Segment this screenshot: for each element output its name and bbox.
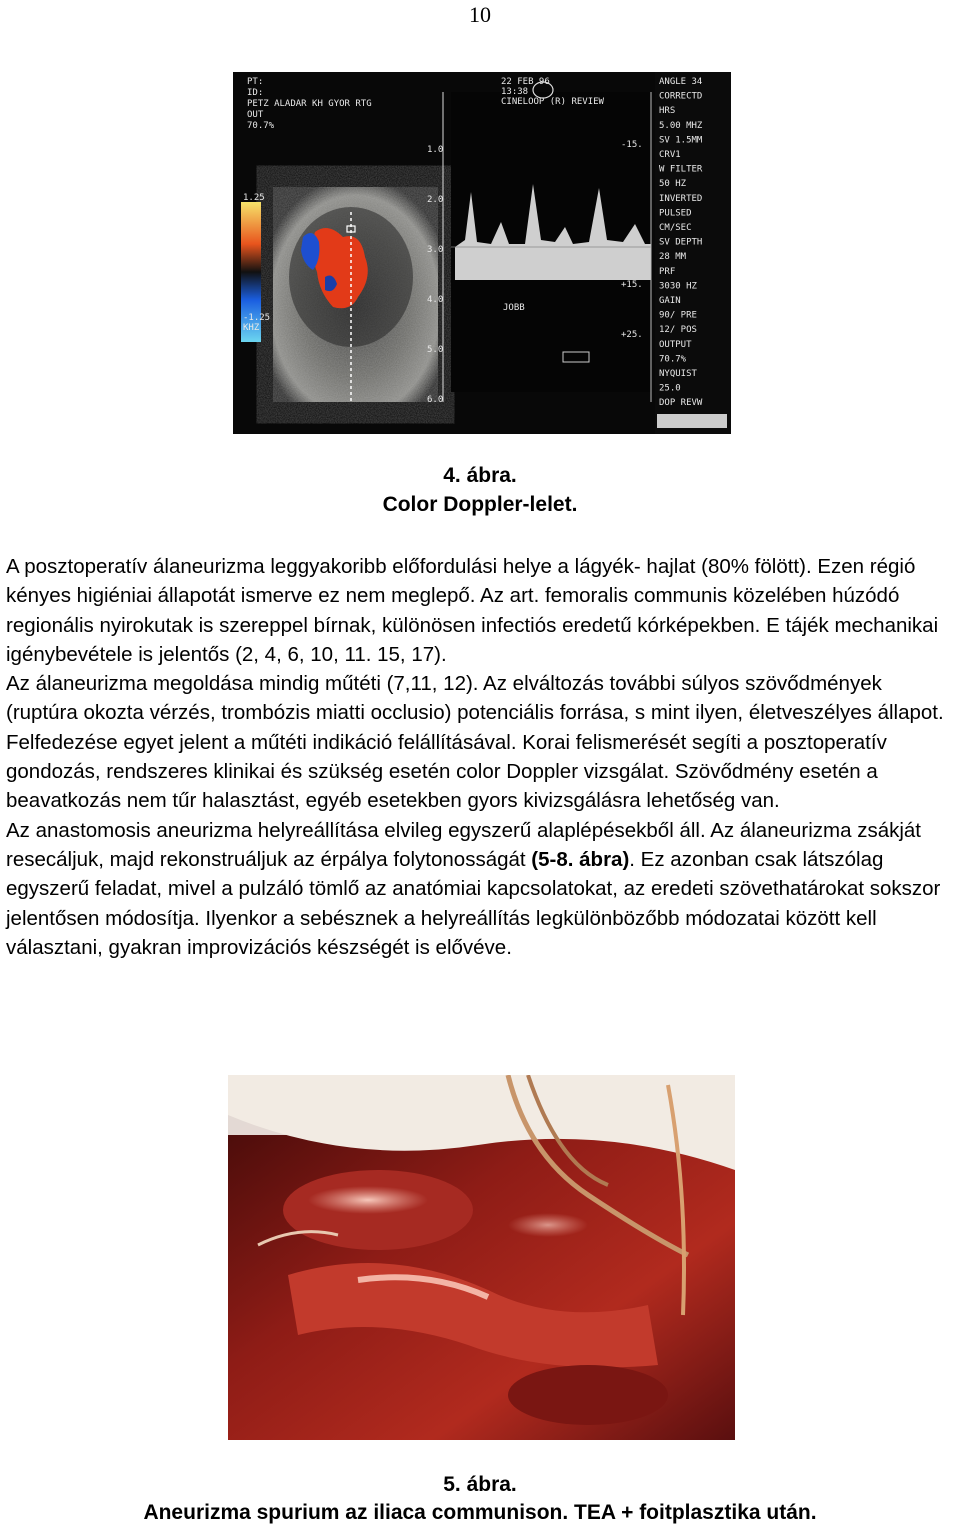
overlay-text: 28 MM bbox=[659, 252, 687, 263]
overlay-text: ANGLE 34 bbox=[659, 77, 703, 87]
body-text bbox=[6, 552, 956, 962]
overlay-text: INVERTED bbox=[659, 193, 703, 204]
overlay-text: 70.7% bbox=[247, 121, 275, 131]
figure5-caption-number: 5. ábra. bbox=[443, 1473, 517, 1496]
overlay-text: 90/ PRE bbox=[659, 310, 697, 321]
overlay-text: +25. bbox=[621, 330, 643, 340]
figure4-caption-title: Color Doppler-lelet. bbox=[382, 493, 578, 516]
overlay-text: NYQUIST bbox=[659, 369, 697, 379]
overlay-text: -1.25 bbox=[243, 313, 271, 323]
overlay-text: PRF bbox=[659, 266, 676, 277]
doppler-ultrasound-drawing bbox=[233, 72, 731, 434]
surgical-photo-drawing bbox=[228, 1075, 735, 1440]
overlay-text: 2.0 bbox=[427, 195, 444, 205]
overlay-text: HRS bbox=[659, 106, 676, 117]
surgical-photo bbox=[228, 1075, 735, 1440]
overlay-text: 1.0 bbox=[427, 145, 444, 155]
overlay-text: KHZ bbox=[243, 323, 260, 333]
overlay-text: DOP REVW bbox=[659, 398, 703, 409]
paragraph-text: . Ez azonban csak látszólag egyszerű feladat, mivel a pulzáló tömlő az anatómiai kapcsolatokat, az eredeti szövethatárokat sokszor jelentősen módosítja. Ilyenkor a sebésznek a helyreállítás legkülönbözőbb módozatai között kell választani, gyakran improvizációs készségét is elővéve. bbox=[6, 847, 941, 959]
overlay-text: -15. bbox=[621, 140, 643, 150]
overlay-text: CRV1 bbox=[659, 150, 681, 160]
overlay-text: PT: bbox=[247, 77, 264, 87]
overlay-text: CINELOOP (R) REVIEW bbox=[501, 97, 604, 107]
overlay-text: 5.0 bbox=[427, 345, 444, 355]
overlay-text: 50 HZ bbox=[659, 179, 687, 190]
overlay-text: +15. bbox=[621, 280, 643, 290]
overlay-text: 70.7% bbox=[659, 354, 687, 365]
overlay-text: 13:38 bbox=[501, 87, 529, 97]
overlay-text: 25.0 bbox=[659, 383, 681, 394]
overlay-text: 4.0 bbox=[427, 295, 444, 305]
paragraph-text: A posztoperatív álaneurizma leggyakoribb előfordulási helye a lágyék- hajlat (80% fölött). Ezen régió kényes higiéniai állapotát ismerve ez nem meglepő. Az art. femoralis communis közelében húzódó regionális nyirokutak is szereppel bírnak, különösen infectiós eredetű kórképekben. E tájék mechanikai igénybevétele is jelentős (2, 4, 6, 10, 11. 15, 17). bbox=[6, 555, 939, 666]
paragraph bbox=[6, 552, 956, 669]
overlay-text: CM/SEC bbox=[659, 223, 692, 233]
figure-reference: (5-8. ábra) bbox=[531, 847, 630, 871]
overlay-text: 3.0 bbox=[427, 245, 444, 255]
paragraph-text: Az anastomosis aneurizma helyreállítása elvileg egyszerű alaplépésekből áll. Az álaneurizma zsákját resecáljuk, majd rekonstruáljuk az érpálya folytonosságát bbox=[6, 818, 922, 871]
overlay-text: 1.25 bbox=[243, 193, 265, 203]
overlay-text: 22 FEB 96 bbox=[501, 77, 550, 87]
figure5-caption-title: Aneurizma spurium az iliaca communison. TEA + foitplasztika után. bbox=[143, 1501, 817, 1524]
overlay-text: GAIN bbox=[659, 296, 681, 306]
overlay-text: W FILTER bbox=[659, 164, 703, 175]
paragraph-text: Az álaneurizma megoldása mindig műtéti (7,11, 12). Az elváltozás további súlyos szövődmények (ruptúra okozta vérzés, trombózis miatti occlusio) potenciális forrása, s mint ilyen, életveszélyes állapot. Felfedezése egyet jelent a műtéti indikáció felállításával. Korai felismerését segíti a posztoperatív gondozás, rendszeres klinikai és szükség esetén color Doppler vizsgálat. Szövődmény esetén a beavatkozás nem tűr halasztást, egyéb esetekben gyors kivizsgálásra lehetőség van. bbox=[6, 672, 944, 813]
overlay-text: OUTPUT bbox=[659, 339, 692, 350]
overlay-text: 6.0 bbox=[427, 395, 444, 405]
paragraph bbox=[6, 816, 956, 962]
overlay-text: SV DEPTH bbox=[659, 237, 703, 248]
overlay-text: 3030 HZ bbox=[659, 281, 697, 292]
figure4-caption-number: 4. ábra. bbox=[443, 464, 517, 487]
page-number: 10 bbox=[469, 2, 491, 27]
doppler-ultrasound-image bbox=[233, 72, 731, 434]
overlay-text: CORRECTD bbox=[659, 91, 703, 102]
overlay-side-label: JOBB bbox=[503, 303, 525, 313]
overlay-text: OUT bbox=[247, 110, 264, 120]
overlay-text: 5.00 MHZ bbox=[659, 120, 703, 131]
overlay-text: PETZ ALADAR KH GYOR RTG bbox=[247, 99, 372, 109]
overlay-text: 12/ POS bbox=[659, 325, 697, 336]
overlay-text: SV 1.5MM bbox=[659, 135, 703, 146]
overlay-text: PULSED bbox=[659, 208, 692, 219]
paragraph bbox=[6, 669, 956, 815]
overlay-text: ID: bbox=[247, 88, 264, 98]
